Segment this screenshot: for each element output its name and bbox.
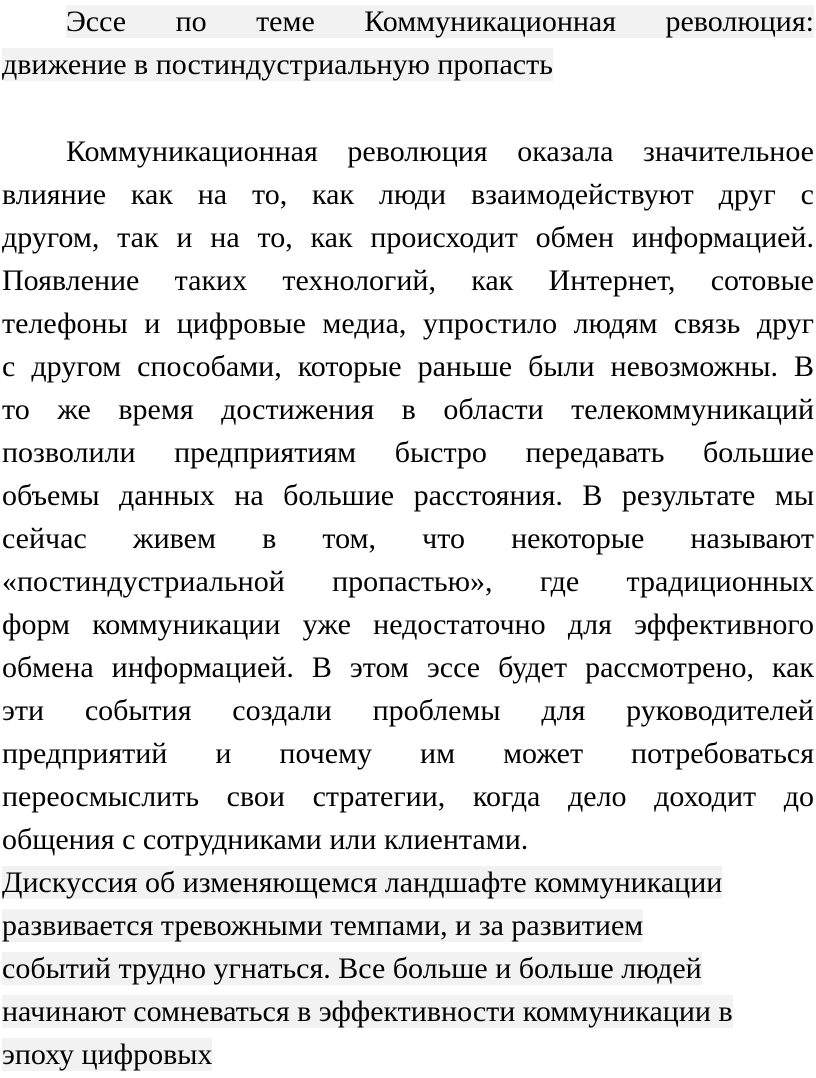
text-line: влияние как на то, как люди взаимодействуют друг с xyxy=(2,178,814,211)
text-line: переосмыслить свои стратегии, когда дело доходит до xyxy=(2,780,814,813)
text-line: с другом способами, которые раньше были невозможны. В xyxy=(2,350,814,383)
text-line: Коммуникационная революция оказала значительное xyxy=(66,135,814,168)
title-line: движение в постиндустриальную пропасть xyxy=(2,48,553,81)
text-line: развивается тревожными темпами, и за развитием xyxy=(2,909,644,942)
text-line: объемы данных на большие расстояния. В результате мы xyxy=(2,479,814,512)
text-line: общения с сотрудниками или клиентами. xyxy=(2,823,529,856)
text-line: событий трудно угнаться. Все больше и больше людей xyxy=(2,952,702,985)
text-line: телефоны и цифровые медиа, упростило людям связь друг xyxy=(2,307,814,340)
paragraph-2 xyxy=(2,861,814,1076)
text-line: сейчас живем в том, что некоторые называют xyxy=(2,522,814,555)
essay-body xyxy=(2,130,814,1076)
text-line: «постиндустриальной пропастью», где традиционных xyxy=(2,565,814,598)
text-line: обмена информацией. В этом эссе будет рассмотрено, как xyxy=(2,651,814,684)
text-line: эти события создали проблемы для руководителей xyxy=(2,694,814,727)
title-line: Эссе по теме Коммуникационная революция: xyxy=(66,5,814,38)
essay-title xyxy=(2,0,814,86)
text-line: начинают сомневаться в эффективности коммуникации в xyxy=(2,995,733,1028)
text-line: Появление таких технологий, как Интернет, сотовые xyxy=(2,264,814,297)
text-line: Дискуссия об изменяющемся ландшафте коммуникации xyxy=(2,866,723,899)
text-line: другом, так и на то, как происходит обмен информацией. xyxy=(2,221,814,254)
text-line: позволили предприятиям быстро передавать большие xyxy=(2,436,814,469)
text-line: форм коммуникации уже недостаточно для эффективного xyxy=(2,608,814,641)
text-line: эпоху цифровых xyxy=(2,1038,213,1071)
text-line: то же время достижения в области телекоммуникаций xyxy=(2,393,814,426)
text-line: предприятий и почему им может потребоваться xyxy=(2,737,814,770)
paragraph-1 xyxy=(2,130,814,861)
